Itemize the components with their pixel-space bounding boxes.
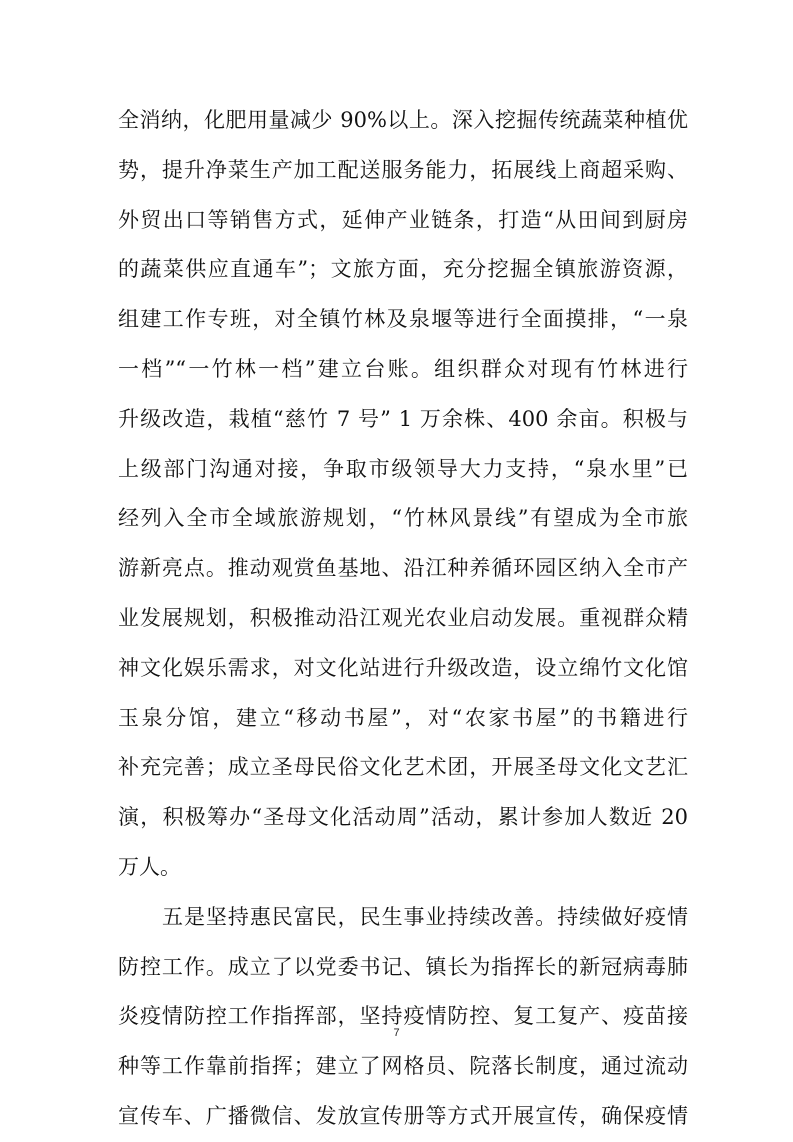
text-line: 游新亮点。推动观赏鱼基地、沿江种养循环园区纳入全市产 <box>118 556 688 581</box>
text-line: 玉泉分馆，建立“移动书屋”，对“农家书屋”的书籍进行 <box>118 705 688 730</box>
page-number: 7 <box>393 1027 400 1039</box>
text-line: 神文化娱乐需求，对文化站进行升级改造，设立绵竹文化馆 <box>118 655 688 680</box>
text-line: 一档”“一竹林一档”建立台账。组织群众对现有竹林进行 <box>118 356 688 381</box>
text-line: 上级部门沟通对接，争取市级领导大力支持，“泉水里”已 <box>118 456 688 481</box>
text-line: 全消纳，化肥用量减少 90%以上。深入挖掘传统蔬菜种植优 <box>118 108 688 132</box>
text-line: 防控工作。成立了以党委书记、镇长为指挥长的新冠病毒肺 <box>118 954 688 979</box>
paragraph-start-line: 五是坚持惠民富民，民生事业持续改善。持续做好疫情 <box>162 904 688 929</box>
text-line: 宣传车、广播微信、发放宣传册等方式开展宣传，确保疫情 <box>118 1103 688 1128</box>
text-line: 经列入全市全域旅游规划，“竹林风景线”有望成为全市旅 <box>118 506 688 531</box>
text-line: 演，积极筹办“圣母文化活动周”活动，累计参加人数近 20 <box>118 805 688 830</box>
text-line: 业发展规划，积极推动沿江观光农业启动发展。重视群众精 <box>118 605 688 630</box>
text-line: 的蔬菜供应直通车”；文旅方面，充分挖掘全镇旅游资源， <box>118 257 688 282</box>
text-line: 升级改造，栽植“慈竹 7 号” 1 万余株、400 余亩。积极与 <box>118 406 688 431</box>
text-line: 炎疫情防控工作指挥部，坚持疫情防控、复工复产、疫苗接 <box>118 1004 688 1029</box>
paragraph-end-line: 万人。 <box>118 854 181 879</box>
text-line: 补充完善；成立圣母民俗文化艺术团，开展圣母文化文艺汇 <box>118 755 688 780</box>
text-line: 势，提升净菜生产加工配送服务能力，拓展线上商超采购、 <box>118 157 688 182</box>
text-line: 外贸出口等销售方式，延伸产业链条，打造“从田间到厨房 <box>118 207 688 232</box>
text-line: 种等工作靠前指挥；建立了网格员、院落长制度，通过流动 <box>118 1054 688 1079</box>
text-line: 组建工作专班，对全镇竹林及泉堰等进行全面摸排，“一泉 <box>118 307 688 332</box>
body-text <box>118 96 688 1142</box>
